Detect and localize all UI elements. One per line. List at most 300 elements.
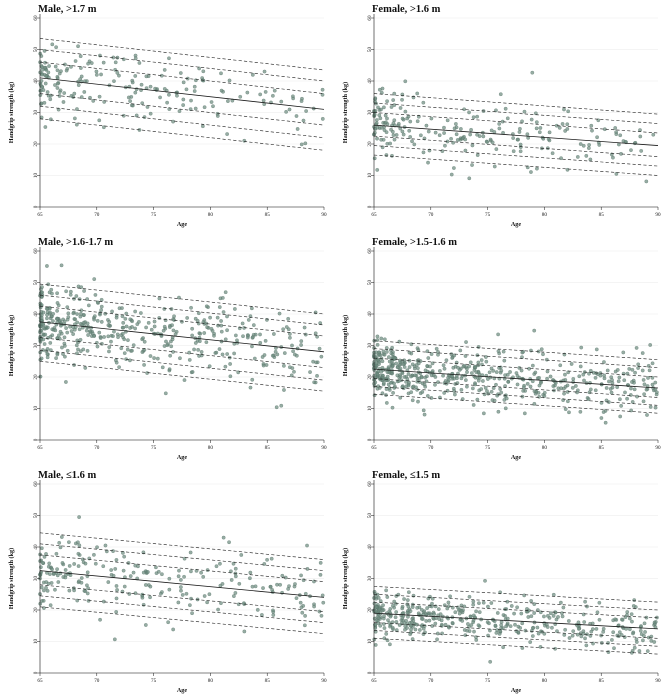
data-point [402, 133, 405, 136]
data-point [48, 311, 51, 314]
data-point [493, 165, 496, 168]
data-point [464, 149, 467, 152]
centile-line-p3 [40, 361, 324, 391]
data-point [415, 623, 418, 626]
data-point [149, 585, 152, 588]
panel-female-1-5-to-1-6 [334, 233, 669, 466]
data-point [546, 370, 549, 373]
data-point [47, 565, 50, 568]
data-point [300, 99, 303, 102]
data-point [263, 70, 266, 73]
data-point [434, 375, 437, 378]
data-point [299, 574, 302, 577]
data-point [600, 416, 603, 419]
data-point [114, 567, 117, 570]
data-point [461, 136, 464, 139]
data-point [68, 564, 71, 567]
data-point [146, 570, 149, 573]
data-point [120, 347, 123, 350]
x-tick-label: 65 [371, 678, 377, 684]
data-point [480, 358, 483, 361]
data-point [376, 343, 379, 346]
data-point [401, 607, 404, 610]
data-point [596, 611, 599, 614]
data-point [205, 326, 208, 329]
data-point [225, 329, 228, 332]
data-point [315, 374, 318, 377]
data-point [465, 385, 468, 388]
data-point [391, 406, 394, 409]
data-point [318, 347, 321, 350]
data-point [260, 613, 263, 616]
data-point [218, 305, 221, 308]
data-point [224, 365, 227, 368]
data-point [264, 90, 267, 93]
data-point [611, 156, 614, 159]
data-point [296, 127, 299, 130]
data-point [140, 83, 143, 86]
data-point [100, 305, 103, 308]
data-point [58, 541, 61, 544]
data-point [308, 370, 311, 373]
data-point [512, 612, 515, 615]
data-point [71, 332, 74, 335]
data-point [390, 154, 393, 157]
data-point [148, 596, 151, 599]
data-point [174, 332, 177, 335]
data-point [273, 89, 276, 92]
data-point [618, 415, 621, 418]
data-point [397, 122, 400, 125]
data-point [202, 70, 205, 73]
panel-female-gt-1-6 [334, 0, 669, 233]
data-point [643, 622, 646, 625]
data-point [518, 130, 521, 133]
data-point [63, 91, 66, 94]
data-point [410, 140, 413, 143]
data-point [426, 394, 429, 397]
data-point [138, 61, 141, 64]
data-point [210, 327, 213, 330]
data-point [59, 330, 62, 333]
data-point [531, 71, 534, 74]
data-point [437, 607, 440, 610]
data-point [153, 325, 156, 328]
data-point [168, 354, 171, 357]
y-tick-label: 20 [367, 141, 373, 147]
data-point [44, 333, 47, 336]
data-point [194, 341, 197, 344]
data-point [543, 394, 546, 397]
data-point [264, 339, 267, 342]
data-point [404, 619, 407, 622]
data-point [409, 375, 412, 378]
data-point [203, 594, 206, 597]
data-point [243, 630, 246, 633]
data-point [418, 380, 421, 383]
data-point [376, 106, 379, 109]
data-point [188, 351, 191, 354]
data-point [56, 86, 59, 89]
data-point [73, 117, 76, 120]
data-point [379, 117, 382, 120]
data-point [190, 611, 193, 614]
data-point [609, 387, 612, 390]
data-point [79, 66, 82, 69]
data-point [86, 571, 89, 574]
data-point [115, 597, 118, 600]
data-point [505, 607, 508, 610]
data-point [393, 356, 396, 359]
data-point [205, 601, 208, 604]
data-point [456, 366, 459, 369]
data-point [394, 616, 397, 619]
data-point [115, 361, 118, 364]
data-point [408, 365, 411, 368]
data-point [440, 632, 443, 635]
data-point [272, 332, 275, 335]
data-point [385, 100, 388, 103]
data-point [202, 575, 205, 578]
data-point [375, 118, 378, 121]
data-point [416, 92, 419, 95]
data-point [400, 98, 403, 101]
data-point [469, 361, 472, 364]
y-tick-label: 20 [33, 607, 39, 613]
data-point [537, 376, 540, 379]
data-point [165, 101, 168, 104]
data-point [642, 393, 645, 396]
data-point [456, 138, 459, 141]
y-tick-label: 50 [33, 46, 39, 53]
data-point [602, 630, 605, 633]
data-point [237, 603, 240, 606]
y-tick-label: 40 [33, 544, 39, 550]
data-point [115, 316, 118, 319]
data-point [46, 589, 49, 592]
data-point [185, 88, 188, 91]
data-point [77, 552, 80, 555]
data-point [123, 585, 126, 588]
y-tick-label: 40 [367, 78, 373, 84]
data-point [632, 604, 635, 607]
data-point [232, 352, 235, 355]
data-point [497, 122, 500, 125]
data-point [388, 643, 391, 646]
data-point [153, 320, 156, 323]
data-point [607, 380, 610, 383]
data-point [137, 320, 140, 323]
x-tick-label: 65 [37, 212, 43, 218]
data-point [385, 350, 388, 353]
data-point [126, 338, 129, 341]
data-point [319, 573, 322, 576]
data-point [62, 100, 65, 103]
data-point [160, 573, 163, 576]
data-point [66, 349, 69, 352]
data-point [293, 582, 296, 585]
data-point [493, 399, 496, 402]
data-point [278, 583, 281, 586]
data-point [602, 627, 605, 630]
data-point [63, 344, 66, 347]
data-point [471, 621, 474, 624]
data-point [555, 618, 558, 621]
data-point [386, 375, 389, 378]
data-point [520, 612, 523, 615]
data-point [100, 298, 103, 301]
data-point [227, 541, 230, 544]
data-point [41, 348, 44, 351]
data-point [163, 87, 166, 90]
data-point [303, 326, 306, 329]
y-tick-label: 30 [367, 575, 373, 582]
data-point [395, 620, 398, 623]
data-point [226, 99, 229, 102]
data-point [576, 155, 579, 158]
data-point [399, 375, 402, 378]
data-point [638, 649, 641, 652]
data-point [115, 584, 118, 587]
data-point [531, 626, 534, 629]
data-point [85, 329, 88, 332]
data-point [411, 399, 414, 402]
data-point [463, 364, 466, 367]
y-tick-label: 10 [367, 405, 373, 412]
data-point [126, 348, 129, 351]
data-point [215, 351, 218, 354]
data-point [43, 49, 46, 52]
y-tick-label: 50 [367, 279, 373, 286]
data-point [391, 391, 394, 394]
panel-female-le-1-5 [334, 466, 669, 699]
data-point [434, 131, 437, 134]
y-tick-label: 20 [367, 607, 373, 613]
data-point [604, 421, 607, 424]
data-point [291, 366, 294, 369]
data-point [628, 367, 631, 370]
data-point [630, 620, 633, 623]
data-point [482, 601, 485, 604]
data-point [64, 290, 67, 293]
data-point [154, 566, 157, 569]
data-point [47, 582, 50, 585]
data-point [504, 107, 507, 110]
data-point [40, 285, 43, 288]
data-point [613, 618, 616, 621]
data-point [219, 72, 222, 75]
data-point [496, 333, 499, 336]
data-point [72, 562, 75, 565]
data-point [78, 544, 81, 547]
data-point [417, 348, 420, 351]
data-point [385, 401, 388, 404]
data-point [607, 650, 610, 653]
data-point [102, 565, 105, 568]
data-point [595, 627, 598, 630]
x-tick-label: 85 [264, 445, 270, 451]
centile-line-p25 [40, 338, 324, 368]
data-point [411, 385, 414, 388]
data-point [561, 615, 564, 618]
data-point [189, 551, 192, 554]
data-point [149, 112, 152, 115]
data-point [247, 318, 250, 321]
data-point [433, 612, 436, 615]
data-point [110, 568, 113, 571]
data-point [388, 621, 391, 624]
data-point [631, 368, 634, 371]
data-point [77, 515, 80, 518]
data-point [215, 565, 218, 568]
data-point [133, 310, 136, 313]
data-point [551, 152, 554, 155]
data-point [249, 571, 252, 574]
y-tick-label: 60 [367, 15, 373, 21]
data-point [111, 549, 114, 552]
data-point [54, 329, 57, 332]
data-point [561, 122, 564, 125]
data-point [534, 371, 537, 374]
centile-line-p10 [40, 350, 324, 380]
data-point [643, 383, 646, 386]
data-point [79, 54, 82, 57]
centile-line-p97 [374, 94, 658, 114]
data-point [107, 350, 110, 353]
data-point [560, 611, 563, 614]
data-point [447, 601, 450, 604]
data-point [40, 586, 43, 589]
data-point [389, 128, 392, 131]
data-point [246, 91, 249, 94]
data-point [411, 605, 414, 608]
data-point [562, 392, 565, 395]
data-point [98, 312, 101, 315]
x-axis-title: Age [510, 687, 522, 694]
data-point [527, 615, 530, 618]
data-point [241, 335, 244, 338]
data-point [99, 336, 102, 339]
data-point [476, 354, 479, 357]
x-tick-label: 70 [428, 445, 434, 451]
data-point [413, 374, 416, 377]
data-point [422, 101, 425, 104]
data-point [408, 633, 411, 636]
data-point [518, 127, 521, 130]
data-point [539, 645, 542, 648]
data-point [645, 388, 648, 391]
data-point [303, 614, 306, 617]
data-point [64, 380, 67, 383]
panel-title: Female, >1.5-1.6 m [372, 237, 457, 248]
data-point [443, 367, 446, 370]
data-point [261, 586, 264, 589]
data-point [533, 329, 536, 332]
data-point [203, 331, 206, 334]
data-point [59, 69, 62, 72]
centile-line-p25 [40, 585, 324, 612]
data-point [602, 360, 605, 363]
data-point [531, 364, 534, 367]
data-point [115, 588, 118, 591]
data-point [654, 406, 657, 409]
data-point [299, 343, 302, 346]
data-point [454, 611, 457, 614]
data-point [508, 370, 511, 373]
data-point [490, 601, 493, 604]
data-point [314, 361, 317, 364]
data-point [224, 338, 227, 341]
data-point [475, 370, 478, 373]
data-point [161, 366, 164, 369]
data-point [441, 149, 444, 152]
data-point [63, 320, 66, 323]
data-point [442, 131, 445, 134]
data-point [546, 614, 549, 617]
data-point [433, 383, 436, 386]
data-point [93, 277, 96, 280]
data-point [515, 629, 518, 632]
data-point [499, 93, 502, 96]
data-point [57, 334, 60, 337]
data-point [276, 353, 279, 356]
centile-line-p75 [374, 113, 658, 133]
data-point [228, 79, 231, 82]
data-point [633, 598, 636, 601]
data-point [51, 43, 54, 46]
data-point [446, 389, 449, 392]
data-point [109, 340, 112, 343]
data-point [178, 357, 181, 360]
data-point [376, 372, 379, 375]
plot-area [0, 466, 334, 699]
data-point [125, 312, 128, 315]
data-point [545, 377, 548, 380]
data-point [619, 134, 622, 137]
data-point [633, 371, 636, 374]
data-point [225, 132, 228, 135]
data-point [283, 351, 286, 354]
data-point [64, 576, 67, 579]
x-tick-label: 65 [37, 445, 43, 451]
data-point [485, 389, 488, 392]
data-point [523, 412, 526, 415]
data-point [168, 368, 171, 371]
data-point [570, 362, 573, 365]
data-point [104, 312, 107, 315]
data-point [381, 392, 384, 395]
data-point [199, 571, 202, 574]
data-point [40, 547, 43, 550]
data-point [559, 364, 562, 367]
data-point [412, 594, 415, 597]
data-point [448, 595, 451, 598]
data-point [579, 365, 582, 368]
data-point [566, 400, 569, 403]
data-point [589, 388, 592, 391]
data-point [642, 400, 645, 403]
data-point [189, 570, 192, 573]
data-point [489, 376, 492, 379]
data-point [459, 349, 462, 352]
data-point [420, 617, 423, 620]
data-point [645, 413, 648, 416]
data-point [39, 565, 42, 568]
data-point [122, 58, 125, 61]
data-point [131, 81, 134, 84]
data-point [241, 322, 244, 325]
y-tick-label: 60 [33, 15, 39, 21]
